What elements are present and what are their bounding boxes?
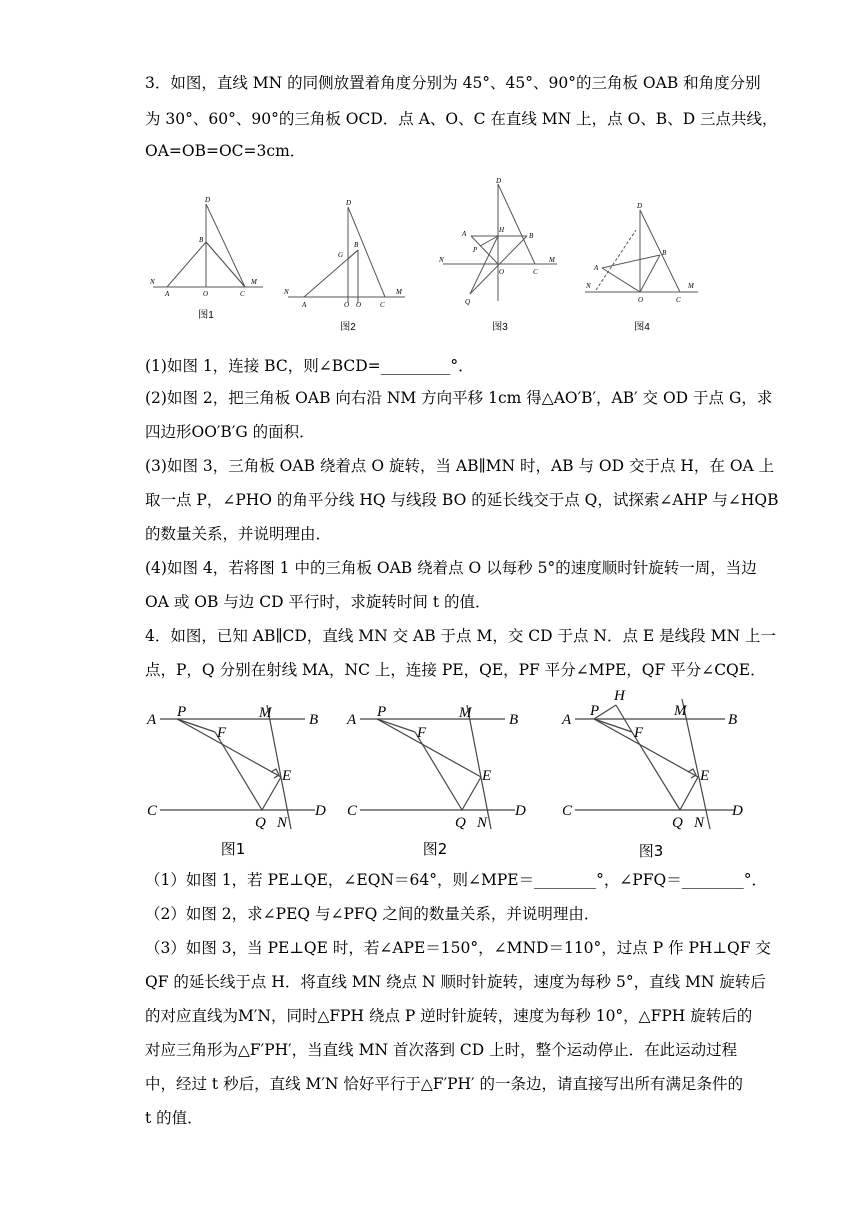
q4-part3-line3: 的对应直线为M′N，同时△FPH 绕点 P 逆时针旋转，速度为每秒 10°，△FPH 旋转后的 bbox=[145, 1007, 753, 1025]
svg-text:E: E bbox=[700, 768, 710, 784]
q4-caption-1: 图1 bbox=[220, 840, 246, 858]
svg-text:D: D bbox=[346, 199, 352, 207]
svg-text:A: A bbox=[562, 712, 572, 728]
svg-text:M: M bbox=[396, 288, 402, 296]
q4-figure-1 bbox=[145, 697, 335, 837]
svg-text:P: P bbox=[377, 704, 387, 720]
svg-text:E: E bbox=[282, 768, 292, 784]
q4-part3-line1: （3）如图 3，当 PE⊥QE 时，若∠APE＝150°，∠MND＝110°，过点 P 作 PH⊥QF 交 bbox=[145, 939, 771, 957]
q4-figure-2 bbox=[345, 697, 535, 837]
q4-caption-2: 图2 bbox=[422, 840, 448, 858]
q4-line2: 点，P，Q 分别在射线 MA，NC 上，连接 PE，QE，PF 平分∠MPE，QF 平分∠CQE． bbox=[145, 661, 766, 679]
q4-part3-line6: t 的值． bbox=[145, 1109, 203, 1127]
svg-text:Q: Q bbox=[455, 815, 466, 831]
q3-caption-2: 图2 bbox=[340, 322, 356, 333]
q3-figure-3 bbox=[435, 176, 565, 311]
svg-text:O: O bbox=[356, 301, 362, 309]
q3-part3-line1: (3)如图 3，三角板 OAB 绕着点 O 旋转，当 AB∥MN 时，AB 与 OD 交于点 H，在 OA 上 bbox=[145, 457, 775, 475]
q3-part2-line1: (2)如图 2，把三角板 OAB 向右沿 NM 方向平移 1cm 得△AO′B′，AB′ 交 OD 于点 G，求 bbox=[145, 389, 773, 407]
svg-text:B: B bbox=[509, 712, 519, 728]
svg-text:H: H bbox=[499, 226, 505, 234]
svg-text:A: A bbox=[165, 290, 170, 298]
svg-text:C: C bbox=[676, 296, 681, 304]
svg-text:A: A bbox=[462, 230, 467, 238]
svg-text:C: C bbox=[347, 803, 358, 819]
svg-text:F: F bbox=[417, 725, 427, 741]
q3-part4-line2: OA 或 OB 与边 CD 平行时，求旋转时间 t 的值． bbox=[145, 593, 491, 611]
q3-part2-line2: 四边形OO′B′G 的面积． bbox=[145, 423, 315, 441]
q4-part3-line5: 中，经过 t 秒后，直线 M′N 恰好平行于△F′PH′ 的一条边，请直接写出所有满足条件的 bbox=[145, 1075, 743, 1093]
q3-figure-4 bbox=[580, 200, 705, 310]
svg-text:B: B bbox=[529, 232, 534, 240]
svg-text:O: O bbox=[203, 290, 209, 298]
svg-text:M: M bbox=[549, 256, 555, 264]
svg-text:A: A bbox=[302, 301, 307, 309]
svg-text:C: C bbox=[562, 803, 573, 819]
q3-part3-line2: 取一点 P，∠PHO 的角平分线 HQ 与线段 BO 的延长线交于点 Q，试探索∠AHP 与∠HQB bbox=[145, 491, 779, 509]
svg-text:F: F bbox=[217, 725, 227, 741]
q3-caption-1: 图1 bbox=[198, 310, 214, 321]
svg-text:M: M bbox=[251, 278, 257, 286]
svg-text:D: D bbox=[315, 803, 326, 819]
svg-text:B: B bbox=[199, 236, 204, 244]
svg-text:D: D bbox=[732, 803, 743, 819]
svg-text:F: F bbox=[634, 725, 644, 741]
svg-text:O: O bbox=[499, 268, 505, 276]
svg-text:B: B bbox=[309, 712, 319, 728]
svg-text:E: E bbox=[482, 768, 492, 784]
q3-caption-3: 图3 bbox=[492, 322, 508, 333]
svg-text:Q: Q bbox=[255, 815, 266, 831]
svg-text:P: P bbox=[590, 703, 600, 719]
svg-text:D: D bbox=[637, 202, 643, 210]
svg-text:N: N bbox=[586, 282, 591, 290]
q3-line3: OA=OB=OC=3cm． bbox=[145, 142, 306, 160]
svg-text:N: N bbox=[150, 278, 155, 286]
svg-text:A: A bbox=[347, 712, 357, 728]
svg-text:A: A bbox=[594, 264, 599, 272]
svg-text:Q: Q bbox=[672, 815, 683, 831]
svg-text:A: A bbox=[147, 712, 157, 728]
svg-text:Q: Q bbox=[465, 298, 471, 306]
svg-text:C: C bbox=[533, 268, 538, 276]
q4-figure-3 bbox=[560, 687, 750, 837]
svg-text:B: B bbox=[354, 241, 359, 249]
svg-text:H: H bbox=[614, 688, 625, 704]
q3-line1: 3．如图，直线 MN 的同侧放置着角度分别为 45°、45°、90°的三角板 OAB 和角度分别 bbox=[145, 74, 761, 92]
svg-text:O: O bbox=[638, 296, 644, 304]
svg-text:N: N bbox=[694, 815, 705, 831]
svg-text:N: N bbox=[439, 256, 444, 264]
svg-text:C: C bbox=[147, 803, 158, 819]
q4-part1: （1）如图 1，若 PE⊥QE，∠EQN＝64°，则∠MPE＝________°，∠PFQ＝________°． bbox=[145, 871, 767, 889]
q3-part4-line1: (4)如图 4，若将图 1 中的三角板 OAB 绕着点 O 以每秒 5°的速度顺时针旋转一周，当边 bbox=[145, 559, 757, 577]
svg-text:M: M bbox=[688, 282, 694, 290]
svg-text:D: D bbox=[496, 177, 502, 185]
q3-line2: 为 30°、60°、90°的三角板 OCD．点 A、O、C 在直线 MN 上，点 O、B、D 三点共线， bbox=[145, 110, 778, 128]
svg-text:N: N bbox=[284, 288, 289, 296]
svg-text:O: O bbox=[344, 301, 350, 309]
svg-text:G: G bbox=[338, 251, 344, 259]
svg-text:B: B bbox=[728, 712, 738, 728]
q4-part3-line2: QF 的延长线于点 H．将直线 MN 绕点 N 顺时针旋转，速度为每秒 5°，直线 MN 旋转后 bbox=[145, 973, 766, 991]
q4-part2: （2）如图 2，求∠PEQ 与∠PFQ 之间的数量关系，并说明理由． bbox=[145, 905, 600, 923]
q3-part3-line3: 的数量关系，并说明理由． bbox=[145, 525, 332, 543]
svg-text:M: M bbox=[259, 705, 272, 721]
svg-text:C: C bbox=[240, 290, 245, 298]
svg-text:N: N bbox=[477, 815, 488, 831]
q4-caption-3: 图3 bbox=[638, 842, 664, 860]
svg-text:C: C bbox=[380, 301, 385, 309]
svg-text:N: N bbox=[277, 815, 288, 831]
svg-text:D: D bbox=[205, 196, 211, 204]
svg-text:P: P bbox=[473, 246, 478, 254]
q3-figure-1 bbox=[145, 192, 270, 302]
q3-figure-2 bbox=[280, 195, 415, 310]
svg-text:M: M bbox=[459, 705, 472, 721]
svg-text:B: B bbox=[662, 249, 667, 257]
q3-part1: (1)如图 1，连接 BC，则∠BCD=_________°． bbox=[145, 357, 474, 375]
svg-text:P: P bbox=[177, 704, 187, 720]
q4-line1: 4．如图，已知 AB∥CD，直线 MN 交 AB 于点 M，交 CD 于点 N．点 E 是线段 MN 上一 bbox=[145, 627, 776, 645]
q3-caption-4: 图4 bbox=[634, 322, 650, 333]
svg-text:M: M bbox=[674, 703, 687, 719]
q4-part3-line4: 对应三角形为△F′PH′，当直线 MN 首次落到 CD 上时，整个运动停止．在此运动过程 bbox=[145, 1041, 738, 1059]
svg-text:D: D bbox=[515, 803, 526, 819]
